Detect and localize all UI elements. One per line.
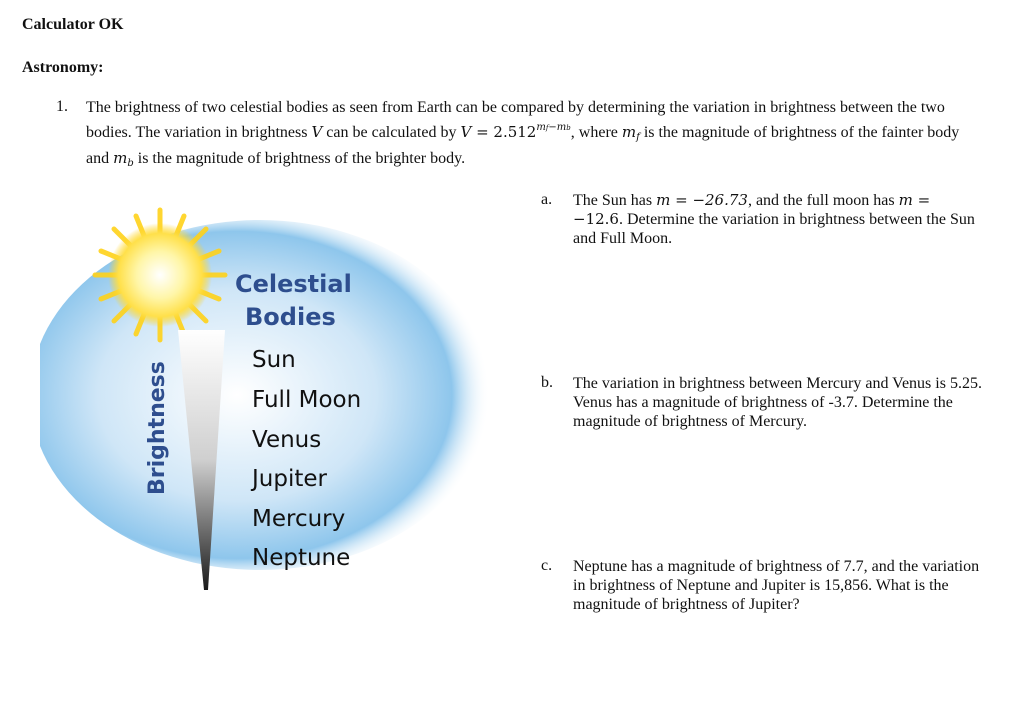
part-c-letter: c. (541, 557, 553, 574)
question-number: 1. (56, 98, 68, 115)
variable-mf-sub: f (636, 132, 640, 143)
section-title: Astronomy: (22, 59, 104, 76)
sun-icon (95, 210, 225, 340)
body-jupiter: Jupiter (252, 466, 327, 492)
formula-lhs: V (460, 123, 472, 141)
variable-v: V (311, 123, 323, 141)
body-mercury: Mercury (252, 506, 346, 532)
part-b-text: The variation in brightness between Mercury and Venus is 5.25. Venus has a magnitude of brightness of -3.7. Determine the magnitude of brightness of Mercury. (573, 375, 982, 430)
part-a-math-3: −12.6 (573, 210, 619, 228)
formula-base: = 2.512 (471, 123, 537, 141)
variable-mb: m (113, 149, 128, 167)
figure-title-line1: Celestial (235, 270, 352, 298)
part-b-letter: b. (541, 374, 553, 391)
question-text (86, 98, 986, 174)
formula-exponent: mf−mb (536, 122, 571, 133)
intro-text-2: can be calculated by (322, 124, 461, 141)
body-sun: Sun (252, 347, 296, 373)
intro-text-3: , where (570, 124, 622, 141)
body-full-moon: Full Moon (252, 387, 362, 413)
part-a-letter: a. (541, 191, 553, 208)
intro-text-4: is the magnitude of brightness of the fainter body and (86, 124, 960, 167)
figure-title-line2: Bodies (245, 303, 336, 331)
axis-label-brightness: Brightness (145, 361, 170, 495)
body-venus: Venus (252, 427, 322, 453)
page-title: Calculator OK (22, 16, 124, 33)
variable-mf: m (621, 123, 637, 141)
part-a-text: The Sun has m = −26.73, and the full moon has m = −12.6. Determine the variation in brightness between the Sun and Full Moon. (573, 191, 975, 247)
celestial-bodies-figure (40, 190, 500, 610)
intro-text-5: is the magnitude of brightness of the brighter body. (133, 150, 466, 167)
intro-text-1: The brightness of two celestial bodies as seen from Earth can be compared by determining the variation in brightness between the two bodies. The variation in brightness (86, 99, 945, 141)
part-a-math-1: m = −26.73 (656, 191, 748, 209)
variable-mb-sub: b (127, 158, 134, 169)
body-neptune: Neptune (252, 545, 351, 571)
part-c-text: Neptune has a magnitude of brightness of 7.7, and the variation in brightness of Neptune and Jupiter is 15,856. What is the magnitude of brightness of Jupiter? (573, 558, 980, 613)
part-a-math-2: m = (898, 191, 931, 209)
